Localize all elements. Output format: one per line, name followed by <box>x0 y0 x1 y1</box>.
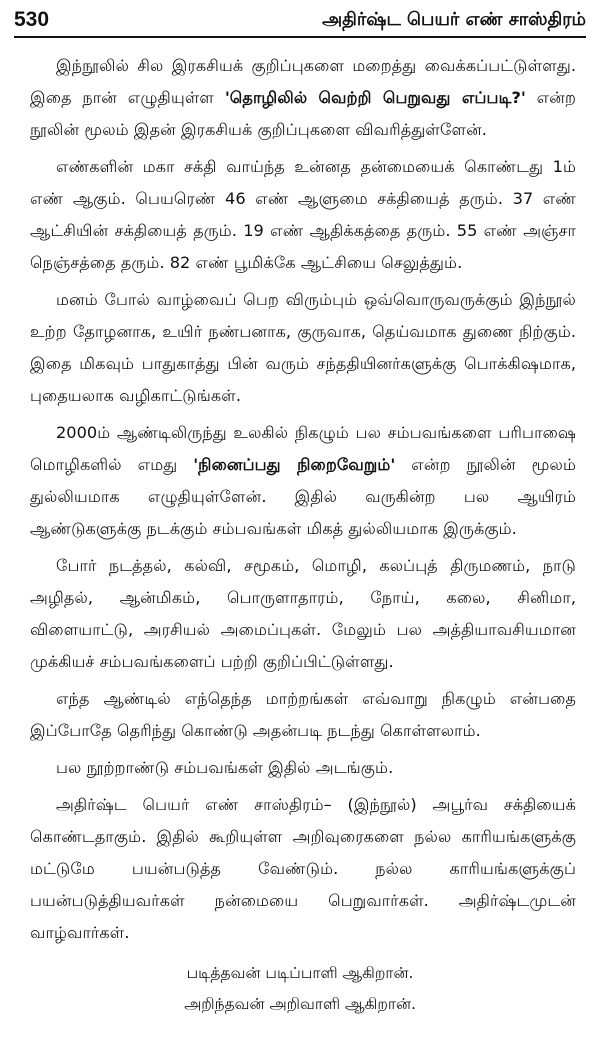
paragraph-4: 2000ம் ஆண்டிலிருந்து உலகில் நிகழும் பல சம்பவங்களை பரிபாஷை மொழிகளில் எமது 'நினைப்பது நிறைவேறும்' என்ற நூலின் மூலம் துல்லியமாக எழுதியுள்ளேன். இதில் வருகின்ற பல ஆயிரம் ஆண்டுகளுக்கு நடக்கும் சம்பவங்கள் மிகத் துல்லியமாக இருக்கும். <box>30 423 576 538</box>
paragraph-6: எந்த ஆண்டில் எந்தெந்த மாற்றங்கள் எவ்வாறு நிகழும் என்பதை இப்போதே தெரிந்து கொண்டு அதன்படி நடந்து கொள்ளலாம். <box>30 689 576 740</box>
paragraph-2: எண்களின் மகா சக்தி வாய்ந்த உன்னத தன்மையைக் கொண்டது 1ம் எண் ஆகும். பெயரெண் 46 எண் ஆளுமை சக்தியைத் தரும். 37 எண் ஆட்சியின் சக்தியைத் தரும். 19 எண் ஆதிக்கத்தை தரும். 55 எண் அஞ்சா நெஞ்சத்தை தரும். 82 எண் பூமிக்கே ஆட்சியை செலுத்தும். <box>30 157 576 272</box>
page-header <box>14 4 586 38</box>
paragraph-3: மனம் போல் வாழ்வைப் பெற விரும்பும் ஒவ்வொருவருக்கும் இந்நூல் உற்ற தோழனாக, உயிர் நண்பனாக, குருவாக, தெய்வமாக துணை நிற்கும். இதை மிகவும் பாதுகாத்து பின் வரும் சந்ததியினர்களுக்கு பொக்கிஷமாக, புதையலாக வழிகாட்டுங்கள். <box>30 290 576 405</box>
book-title-1: 'தொழிலில் வெற்றி பெறுவது எப்படி?' <box>224 88 526 107</box>
closing-quote <box>0 958 600 1020</box>
paragraph-8: அதிர்ஷ்ட பெயர் எண் சாஸ்திரம்– (இந்நூல்) அபூர்வ சக்தியைக் கொண்டதாகும். இதில் கூறியுள்ள அறிவுரைகளை நல்ல காரியங்களுக்கு மட்டுமே பயன்படுத்த வேண்டும். நல்ல காரியங்களுக்குப் பயன்படுத்தியவர்கள் நன்மையை பெறுவார்கள். அதிர்ஷ்டமுடன் வாழ்வார்கள். <box>30 795 576 942</box>
body-text <box>30 50 576 954</box>
paragraph-5: போர் நடத்தல், கல்வி, சமூகம், மொழி, கலப்புத் திருமணம், நாடு அழிதல், ஆன்மிகம், பொருளாதாரம், நோய், கலை, சினிமா, விளையாட்டு, அரசியல் அமைப்புகள். மேலும் பல அத்தியாவசியமான முக்கியச் சம்பவங்களைப் பற்றி குறிப்பிட்டுள்ளது. <box>30 556 576 671</box>
closing-quote-line-2: அறிந்தவன் அறிவாளி ஆகிறான். <box>184 995 416 1013</box>
paragraph-7: பல நூற்றாண்டு சம்பவங்கள் இதில் அடங்கும். <box>56 758 394 777</box>
book-title-2: 'நினைப்பது நிறைவேறும்' <box>193 455 396 474</box>
running-title: அதிர்ஷ்ட பெயர் எண் சாஸ்திரம் <box>322 9 586 30</box>
closing-quote-line-1: படித்தவன் படிப்பாளி ஆகிறான். <box>186 964 414 982</box>
page-number: 530 <box>14 8 50 31</box>
paragraph-1: இந்நூலில் சில இரகசியக் குறிப்புகளை மறைத்து வைக்கப்பட்டுள்ளது. இதை நான் எழுதியுள்ள 'தொழிலில் வெற்றி பெறுவது எப்படி?' என்ற நூலின் மூலம் இதன் இரகசியக் குறிப்புகளை விவரித்துள்ளேன். <box>30 56 576 139</box>
